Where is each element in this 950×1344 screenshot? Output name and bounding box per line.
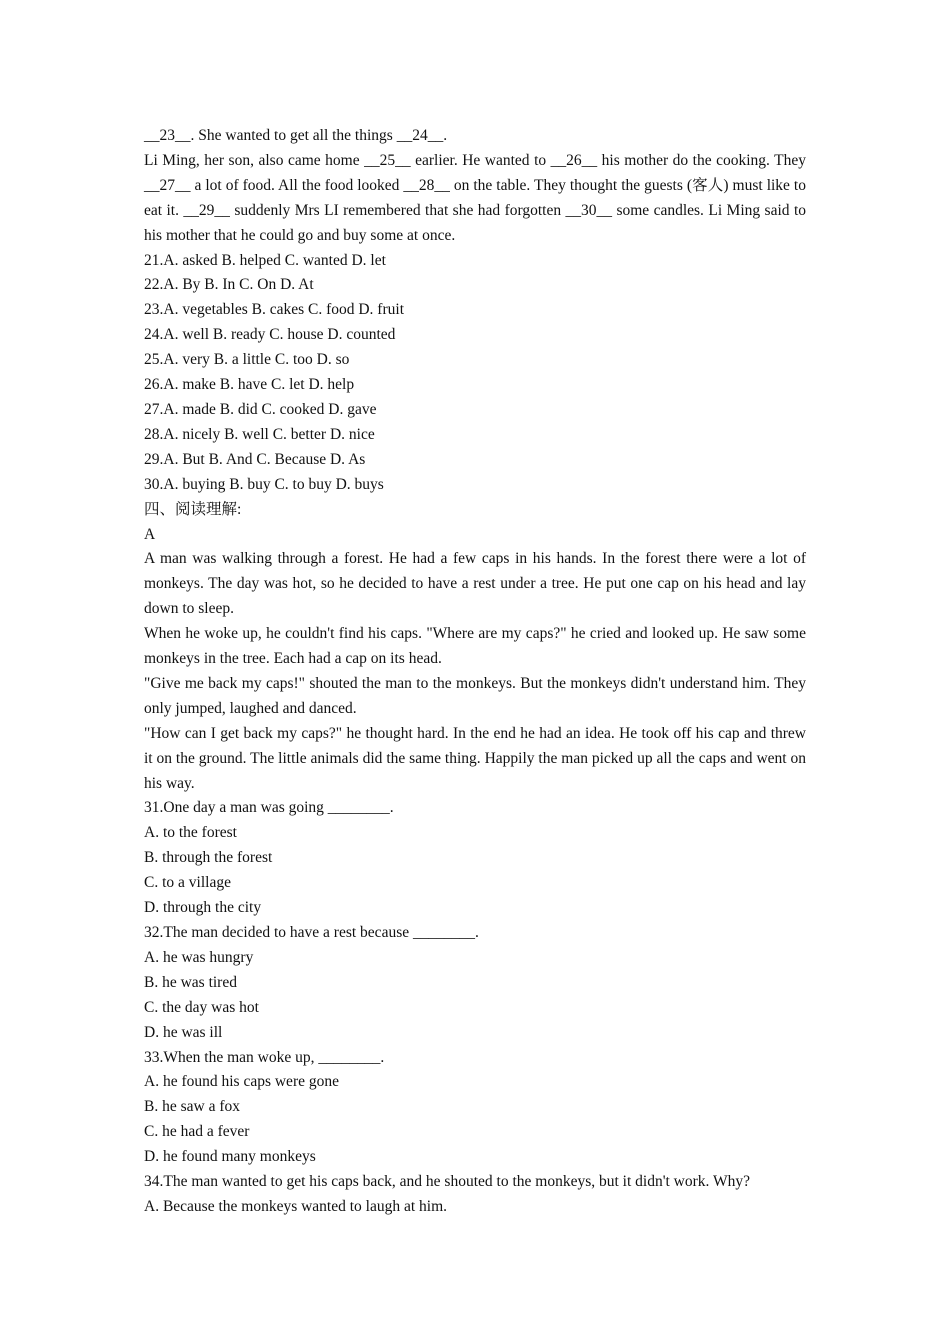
reading-question-32 (144, 921, 806, 1046)
passage-paragraph: When he woke up, he couldn't find his caps. "Where are my caps?" he cried and looked up. He saw some monkeys in the tree. Each had a cap on its head. (144, 625, 806, 668)
question-stem: 32.The man decided to have a rest because ________. (144, 924, 479, 941)
cloze-question-29: 29.A. But B. And C. Because D. As (144, 450, 366, 468)
question-option: C. he had a fever (144, 1123, 250, 1141)
question-option: A. he found his caps were gone (144, 1073, 339, 1091)
question-option: C. to a village (144, 874, 231, 892)
question-option: B. he was tired (144, 973, 237, 991)
question-option: A. to the forest (144, 824, 237, 842)
cloze-question-23: 23.A. vegetables B. cakes C. food D. fruit (144, 301, 404, 319)
cloze-paragraph: Li Ming, her son, also came home __25__ earlier. He wanted to __26__ his mother do the cooking. They __27__ a lot of food. All the food looked __28__ on the table. They thought the guests (客人) must like to eat it. __29__ suddenly Mrs LI remembered that she had forgotten __30__ some candles. Li Ming said to his mother that he could go and buy some at once. (144, 151, 806, 244)
question-option: D. he found many monkeys (144, 1148, 316, 1166)
reading-question-33 (144, 1046, 806, 1171)
question-option: A. Because the monkeys wanted to laugh at him. (144, 1197, 448, 1215)
document-page (144, 124, 806, 1220)
cloze-question-22: 22.A. By B. In C. On D. At (144, 276, 314, 294)
cloze-question-27: 27.A. made B. did C. cooked D. gave (144, 400, 377, 418)
cloze-intro-tail: __23__. She wanted to get all the things __24__. (144, 127, 448, 144)
passage-paragraph: A man was walking through a forest. He had a few caps in his hands. In the forest there were a lot of monkeys. The day was hot, so he decided to have a rest under a tree. He put one cap on his head and lay down to sleep. (144, 550, 806, 618)
question-option: B. through the forest (144, 849, 273, 867)
cloze-question-24: 24.A. well B. ready C. house D. counted (144, 326, 396, 344)
cloze-question-list (144, 249, 806, 498)
question-stem: 31.One day a man was going ________. (144, 799, 394, 817)
reading-question-31 (144, 796, 806, 921)
question-option: C. the day was hot (144, 998, 259, 1016)
reading-question-34 (144, 1170, 806, 1220)
reading-passage (144, 547, 806, 796)
passage-paragraph: "How can I get back my caps?" he thought hard. In the end he had an idea. He took off his cap and threw it on the ground. The little animals did the same thing. Happily the man picked up all the caps and went on his way. (144, 724, 806, 792)
cloze-question-28: 28.A. nicely B. well C. better D. nice (144, 425, 375, 443)
cloze-question-25: 25.A. very B. a little C. too D. so (144, 351, 350, 369)
passage-label: A (144, 525, 156, 543)
passage-paragraph: "Give me back my caps!" shouted the man to the monkeys. But the monkeys didn't understand him. They only jumped, laughed and danced. (144, 674, 806, 717)
cloze-question-30: 30.A. buying B. buy C. to buy D. buys (144, 475, 384, 493)
question-stem: 33.When the man woke up, ________. (144, 1048, 385, 1066)
section-heading: 四、阅读理解: (144, 500, 242, 518)
question-option: D. through the city (144, 899, 262, 917)
question-stem: 34.The man wanted to get his caps back, and he shouted to the monkeys, but it didn't work. Why? (144, 1173, 751, 1191)
cloze-question-21: 21.A. asked B. helped C. wanted D. let (144, 251, 386, 269)
question-option: B. he saw a fox (144, 1098, 240, 1116)
question-option: D. he was ill (144, 1023, 223, 1041)
question-option: A. he was hungry (144, 948, 254, 966)
cloze-question-26: 26.A. make B. have C. let D. help (144, 376, 355, 394)
